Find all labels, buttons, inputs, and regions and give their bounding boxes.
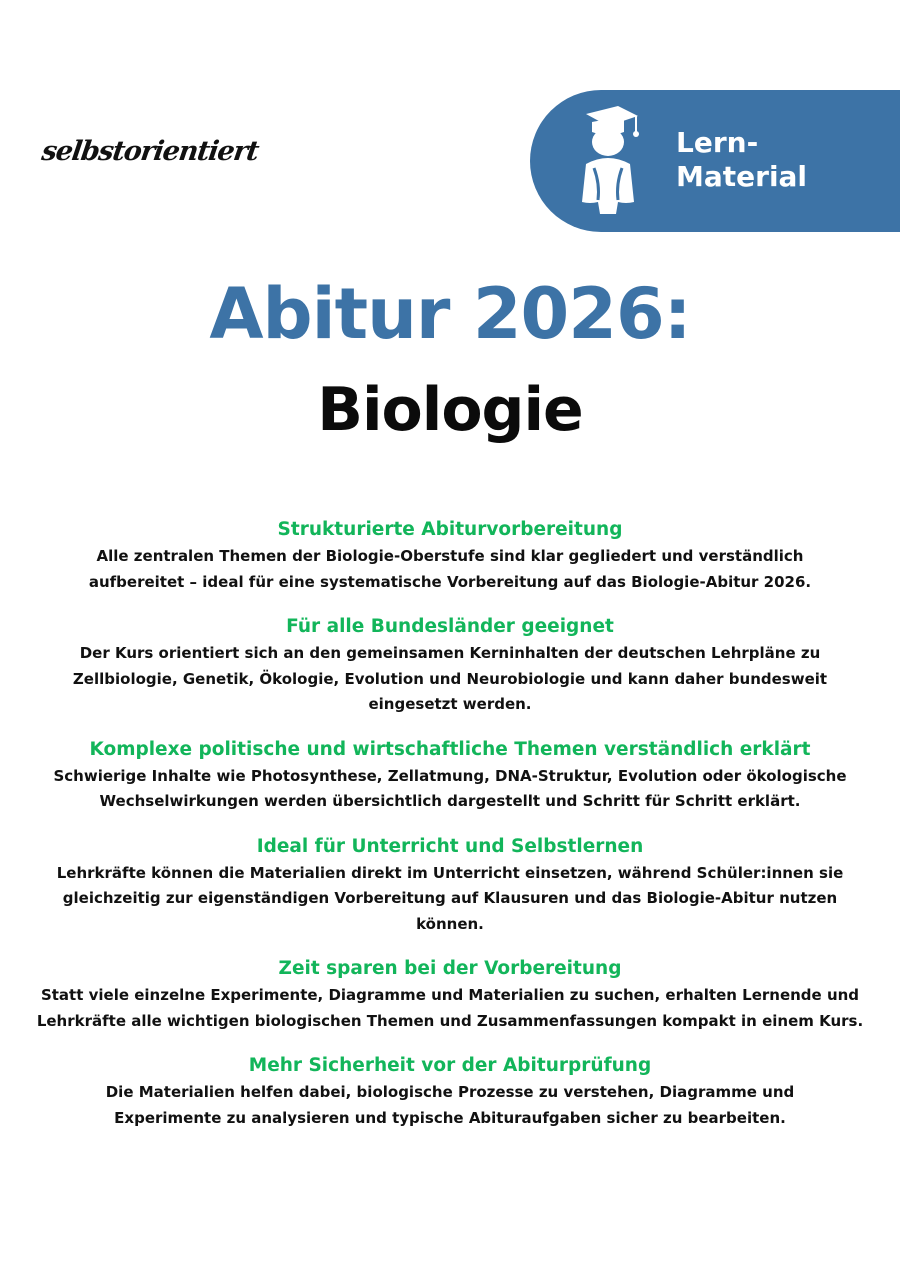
feature-heading: Mehr Sicherheit vor der Abiturprüfung — [248, 1055, 652, 1076]
material-badge — [530, 90, 900, 232]
feature-text — [20, 861, 880, 938]
feature-text-line: Lehrkräfte alle wichtigen biologischen Themen und Zusammenfassungen kompakt in einem Kurs. — [36, 1011, 864, 1030]
graduate-icon — [578, 104, 642, 216]
feature-text-line: Experimente zu analysieren und typische Abituraufgaben sicher zu bearbeiten. — [114, 1108, 786, 1127]
feature-text-line: Lehrkräfte können die Materialien direkt im Unterricht einsetzen, während Schüler:innen sie — [56, 863, 844, 882]
feature-section — [20, 736, 880, 815]
badge-line-2: Material — [676, 160, 808, 193]
feature-heading: Für alle Bundesländer geeignet — [286, 616, 614, 637]
feature-heading: Komplexe politische und wirtschaftliche Themen verständlich erklärt — [89, 738, 811, 760]
feature-text-line: Alle zentralen Themen der Biologie-Oberstufe sind klar gegliedert und verständlich — [96, 547, 804, 565]
feature-text-line: Die Materialien helfen dabei, biologische Prozesse zu verstehen, Diagramme und — [105, 1083, 795, 1101]
feature-heading: Zeit sparen bei der Vorbereitung — [278, 958, 622, 979]
feature-text-line: können. — [416, 914, 484, 933]
feature-text — [20, 641, 880, 718]
page-title: Abitur 2026: — [209, 273, 691, 355]
feature-list — [20, 516, 880, 1149]
feature-text — [20, 983, 880, 1034]
feature-text-line: gleichzeitig zur eigenständigen Vorbereitung auf Klausuren und das Biologie-Abitur nutzen — [62, 889, 838, 907]
feature-text-line: Schwierige Inhalte wie Photosynthese, Zellatmung, DNA-Struktur, Evolution oder ökologische — [53, 766, 847, 785]
feature-text-line: aufbereitet – ideal für eine systematische Vorbereitung auf das Biologie-Abitur 2026. — [88, 572, 812, 591]
feature-section — [20, 1052, 880, 1131]
feature-text — [20, 1080, 880, 1131]
feature-section — [20, 833, 880, 938]
feature-text-line: Der Kurs orientiert sich an den gemeinsamen Kerninhalten der deutschen Lehrpläne zu — [79, 644, 821, 662]
feature-text-line: Zellbiologie, Genetik, Ökologie, Evolution und Neurobiologie und kann daher bundesweit — [72, 669, 828, 688]
feature-text-line: Wechselwirkungen werden übersichtlich dargestellt und Schritt für Schritt erklärt. — [99, 792, 801, 810]
feature-section — [20, 613, 880, 718]
feature-heading: Strukturierte Abiturvorbereitung — [277, 519, 623, 540]
feature-text — [20, 764, 880, 815]
badge-line-1: Lern- — [676, 126, 759, 159]
brand-logo: selbstorientiert — [39, 136, 261, 167]
feature-heading: Ideal für Unterricht und Selbstlernen — [256, 835, 644, 857]
page-subtitle: Biologie — [317, 375, 583, 445]
feature-text-line: Statt viele einzelne Experimente, Diagramme und Materialien zu suchen, erhalten Lernende und — [40, 986, 860, 1004]
feature-section — [20, 516, 880, 595]
feature-text-line: eingesetzt werden. — [368, 695, 532, 713]
badge-label — [676, 126, 807, 194]
feature-text — [20, 544, 880, 595]
feature-section — [20, 955, 880, 1034]
